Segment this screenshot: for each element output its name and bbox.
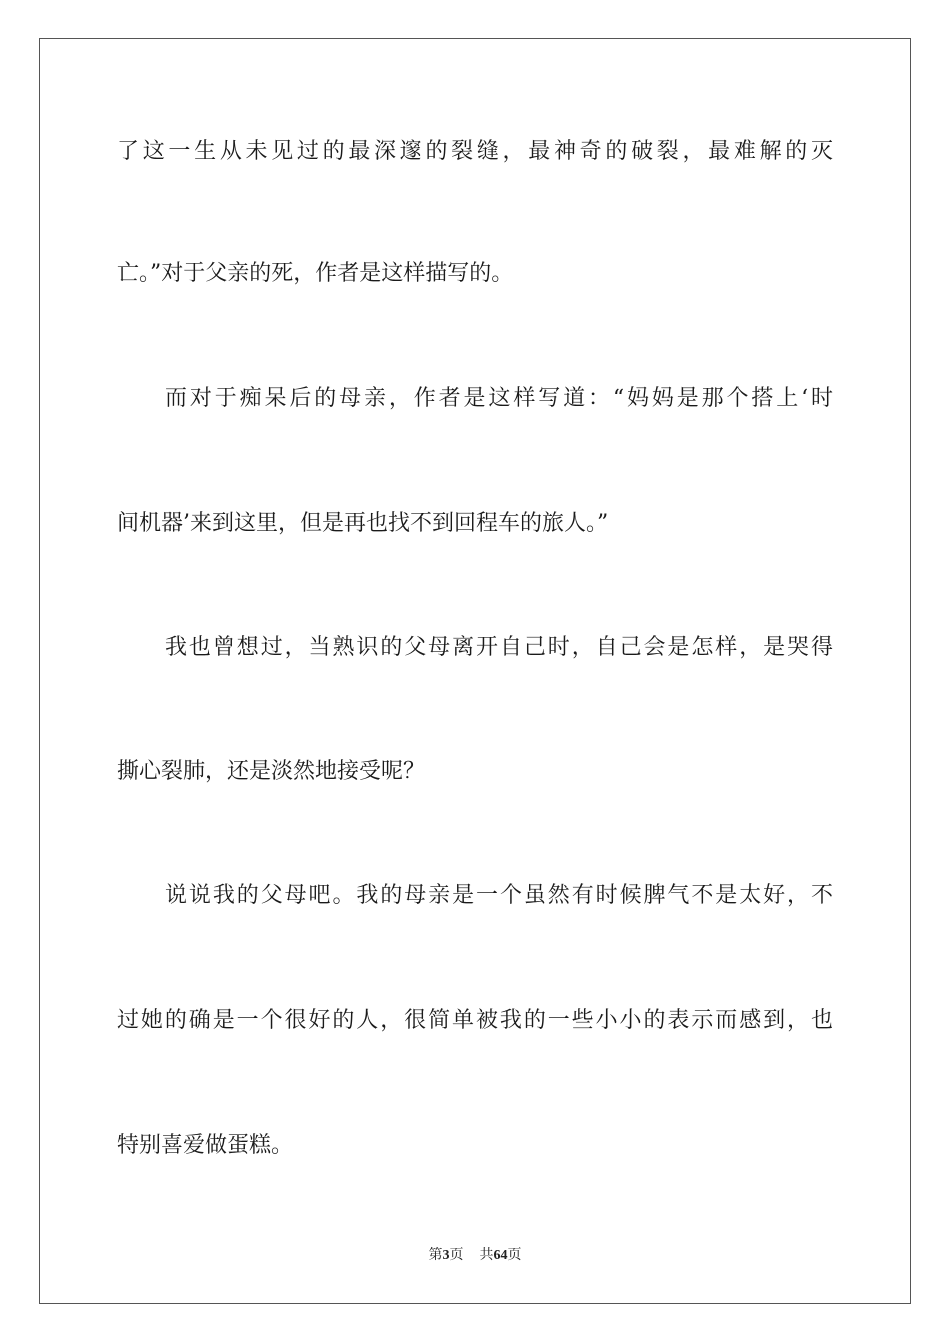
page-prefix: 第 <box>428 1248 443 1263</box>
paragraph-line-3: 而对于痴呆后的母亲，作者是这样写道：“妈妈是那个搭上‘时 <box>165 386 833 411</box>
page-number: 3 <box>442 1248 450 1263</box>
total-prefix: 共 <box>479 1248 494 1263</box>
paragraph-line-7: 说说我的父母吧。我的母亲是一个虽然有时候脾气不是太好，不 <box>165 883 833 908</box>
page-footer <box>0 1247 950 1265</box>
total-pages: 64 <box>493 1248 508 1263</box>
page-border <box>39 38 911 1304</box>
paragraph-line-5: 我也曾想过，当熟识的父母离开自己时，自己会是怎样，是哭得 <box>165 635 833 660</box>
page-suffix: 页 <box>449 1248 464 1263</box>
paragraph-line-4: 间机器’来到这里，但是再也找不到回程车的旅人。” <box>117 511 609 536</box>
paragraph-line-1: 了这一生从未见过的最深邃的裂缝，最神奇的破裂，最难解的灭 <box>117 139 833 164</box>
paragraph-line-6: 撕心裂肺，还是淡然地接受呢？ <box>117 759 426 784</box>
total-suffix: 页 <box>507 1248 522 1263</box>
paragraph-line-9: 特别喜爱做蛋糕。 <box>117 1133 294 1158</box>
paragraph-line-2: 亡。”对于父亲的死，作者是这样描写的。 <box>117 261 514 286</box>
paragraph-line-8: 过她的确是一个很好的人，很简单被我的一些小小的表示而感到，也 <box>117 1008 833 1033</box>
